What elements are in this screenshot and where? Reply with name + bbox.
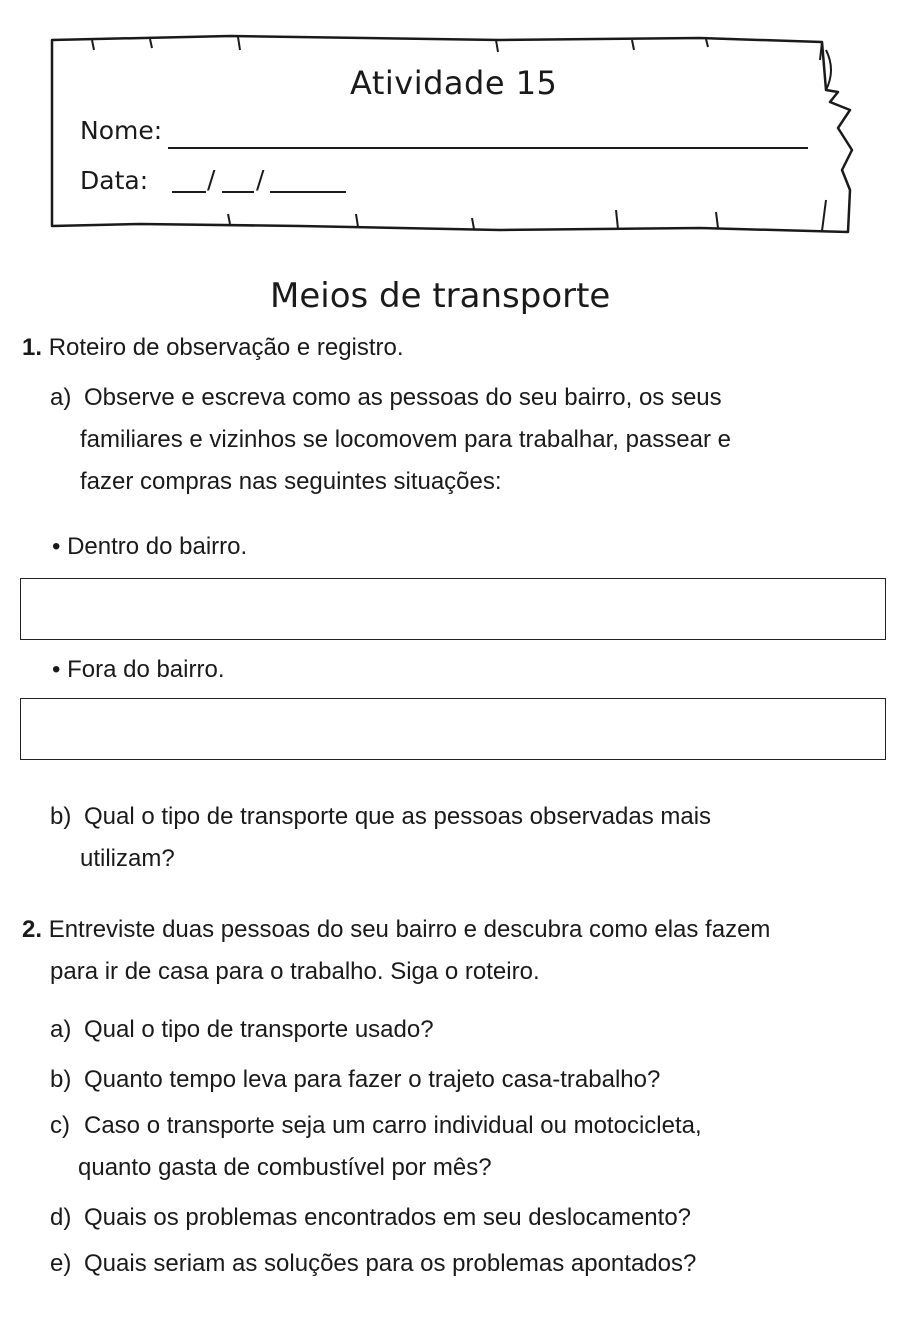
bullet-dot: •: [52, 533, 61, 560]
q2-line-1: Entreviste duas pessoas do seu bairro e descubra como elas fazem: [48, 916, 771, 943]
q2-line-2: para ir de casa para o trabalho. Siga o roteiro.: [50, 958, 540, 985]
q2-a-text: Qual o tipo de transporte usado?: [84, 1016, 434, 1043]
q2-c-line-2: quanto gasta de combustível por mês?: [78, 1154, 492, 1181]
bullet-inside: [52, 533, 247, 562]
q2-heading: [22, 916, 770, 945]
q2-c-letter: c): [50, 1112, 70, 1139]
answer-box-outside[interactable]: [20, 698, 886, 760]
q1-a-line-2: familiares e vizinhos se locomovem para trabalhar, passear e: [80, 426, 731, 453]
q2-c-line-1: Caso o transporte seja um carro individual ou motocicleta,: [84, 1112, 702, 1139]
q1-b-letter: b): [50, 803, 72, 830]
q2-e-letter: e): [50, 1250, 72, 1277]
q1-a-letter: a): [50, 384, 72, 411]
q2-d-text: Quais os problemas encontrados em seu deslocamento?: [84, 1204, 692, 1231]
q1-heading: [22, 334, 404, 363]
q1-a-line-3: fazer compras nas seguintes situações:: [80, 468, 502, 495]
q2-b-text: Quanto tempo leva para fazer o trajeto casa-trabalho?: [84, 1066, 661, 1093]
answer-box-inside[interactable]: [20, 578, 886, 640]
q2-b-letter: b): [50, 1066, 72, 1093]
q1-a-line-1: Observe e escreva como as pessoas do seu bairro, os seus: [84, 384, 722, 411]
date-label: Data:: [80, 166, 149, 195]
activity-title: Atividade 15: [350, 64, 558, 102]
q1-b-line-2: utilizam?: [80, 845, 175, 872]
date-field[interactable]: [170, 166, 350, 194]
q1-number: 1.: [22, 334, 43, 361]
page-title: Meios de transporte: [270, 276, 611, 316]
date-separator-2: /: [256, 165, 265, 194]
q2-d-letter: d): [50, 1204, 72, 1231]
q2-e-text: Quais seriam as soluções para os problemas apontados?: [84, 1250, 697, 1277]
bullet-dot: •: [52, 656, 61, 683]
name-label: Nome:: [80, 116, 163, 145]
q2-a-letter: a): [50, 1016, 72, 1043]
bullet-outside: [52, 656, 224, 685]
q1-b-line-1: Qual o tipo de transporte que as pessoas observadas mais: [84, 803, 712, 830]
q2-number: 2.: [22, 916, 43, 943]
bullet-outside-text: Fora do bairro.: [67, 656, 225, 683]
bullet-inside-text: Dentro do bairro.: [67, 533, 248, 560]
date-separator-1: /: [207, 165, 216, 194]
name-field[interactable]: [168, 120, 808, 148]
q1-text: Roteiro de observação e registro.: [48, 334, 404, 361]
